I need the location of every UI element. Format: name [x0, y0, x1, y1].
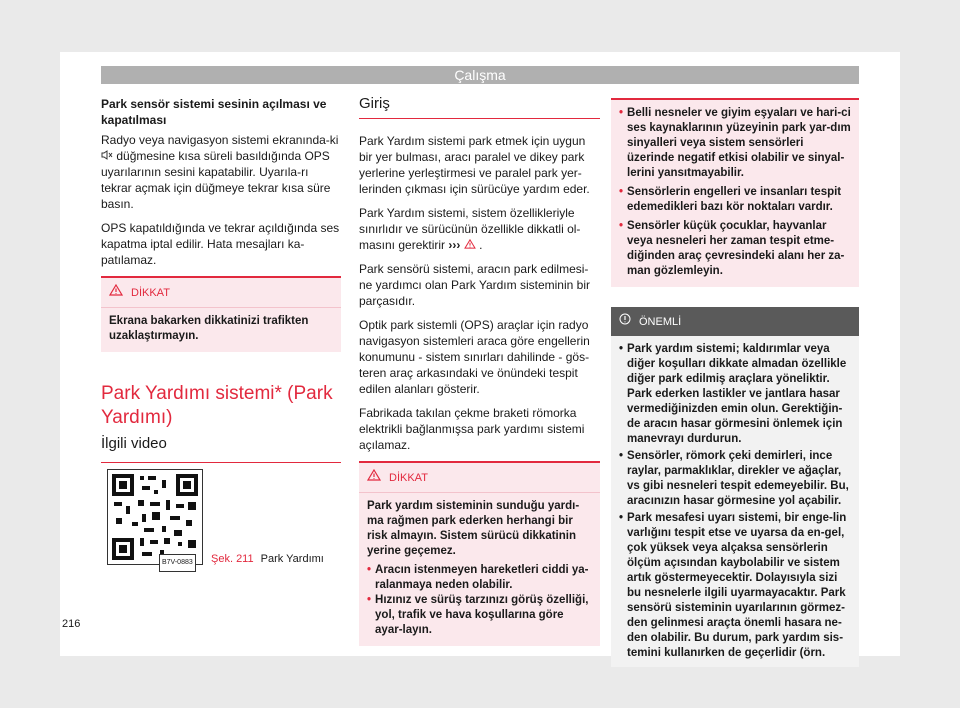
- note-header: [611, 307, 859, 336]
- list-item-text: Sensörler, römork çeki demirleri, ince raylar, parmaklıklar, direkler ve ağaçlar, vs gibi nesneleri tespit edemeyebilir. Bu, aracınızın hasar görmesine yol açabilir.: [627, 450, 849, 507]
- warning-box-continued: [611, 98, 859, 287]
- warning-triangle-icon: [109, 284, 131, 301]
- list-item: [367, 563, 592, 593]
- figure-number: Şek. 211: [211, 553, 254, 565]
- figure-caption: [211, 551, 324, 567]
- warning-triangle-icon: [464, 238, 479, 252]
- list-item-text: Park yardım sistemi; kaldırımlar veya diğer koşulları dikkate almadan özellikle diğer park edilmiş araçlara yöneliktir. Park ederken lastikler ve jantlara hasar vermediğinizden emin olun. Gerektiğin-de aracın hasar görmesini önlemek için manevrayı durdurun.: [627, 343, 847, 445]
- column-middle: [359, 96, 600, 646]
- paragraph-text: Park Yardım sistemi, sistem özellikleriyle sınırlıdır ve sürücünün özellikle dikkatli ol-masını gerektirir: [359, 206, 581, 252]
- bullet-dot: •: [619, 186, 624, 198]
- list-item: [619, 511, 851, 661]
- page-header: Çalışma: [101, 66, 859, 84]
- bullet-dot: •: [619, 512, 624, 524]
- list-item: [619, 219, 851, 279]
- figure: [101, 462, 341, 565]
- figure-code: B7V-0883: [159, 554, 196, 572]
- list-item: [619, 106, 851, 181]
- mute-icon: [101, 149, 116, 163]
- list-item: [619, 342, 851, 447]
- warning-header: [359, 463, 600, 493]
- warning-text: Ekrana bakarken dikkatinizi trafikten uzaklaştırmayın.: [109, 315, 309, 342]
- section-title: Park Yardımı sistemi* (Park Yardımı): [101, 383, 333, 428]
- paragraph: Fabrikada takılan çekme braketi römorka elektrikli bağlanmışsa park yardımı sistemi açılamaz.: [359, 406, 585, 452]
- list-item-text: Aracın istenmeyen hareketleri ciddi ya-ralanmaya neden olabilir.: [375, 564, 589, 591]
- list-item-text: Hızınız ve sürüş tarzınızı görüş özelliği, yol, trafik ve hava koşullarına göre ayar-layın.: [375, 594, 589, 636]
- list-item-text: Sensörler küçük çocuklar, hayvanlar veya nesneleri her zaman tespit etme-diğinden araç çevresindeki alanı her za-man gözlemleyin.: [627, 220, 845, 277]
- info-circle-icon: [619, 313, 639, 330]
- bullet-dot: •: [619, 220, 624, 232]
- list-item-text: Park mesafesi uyarı sistemi, bir enge-lin varlığını tespit etse ve uyarsa da en-gel, çok yüksek veya alçaksa sensörlerin ölçüm açısından kaybolabilir ve sistem artık göstermeyecektir. Dolayısıyla sizi bu nesnelerle ilgili uyarmayacaktır. Park sensörü sisteminin uyarılarının görmez-den gelinmesi araçta önemli hasara ne-den olabilir. Bu durum, park yardım sis-temini kullanırken de geçerlidir (örn.: [627, 512, 847, 659]
- paragraph-text: düğmesine kısa süreli basıldığında OPS uyarılarının sesini kapatabilir. Uyarıla-rı tekrar açmak için düğmeye tekrar kısa süre basın.: [101, 149, 331, 211]
- paragraph: OPS kapatıldığında ve tekrar açıldığında ses kapatma iptal edilir. Hata mesajları ka-patılamaz.: [101, 221, 340, 267]
- column-left: [101, 96, 341, 565]
- warning-label: DİKKAT: [131, 286, 170, 299]
- column-right: [611, 96, 859, 667]
- paragraph: [359, 205, 600, 253]
- list-item-text: Sensörlerin engelleri ve insanları tespit edemedikleri bazı kör noktaları vardır.: [627, 186, 842, 213]
- list-item-text: Belli nesneler ve giyim eşyaları ve hari-ci ses kaynaklarının yüzeyinin park yar-dım sinyalleri veya sistem sensörleri üzerinde negatif etkisi olabilir ve sinyal-lerini yansıtmayabilir.: [627, 107, 851, 179]
- reference-arrow[interactable]: ›››: [448, 238, 461, 252]
- page-number: 216: [62, 618, 81, 630]
- note-box: [611, 307, 859, 667]
- related-video-title: İlgili video: [101, 435, 167, 452]
- list-item: [619, 185, 851, 215]
- qr-code-image[interactable]: [107, 469, 203, 565]
- sub-heading: Park sensör sistemi sesinin açılması ve kapatılması: [101, 97, 327, 127]
- warning-intro: Park yardım sisteminin sunduğu yardı-ma rağmen park ederken herhangi bir risk almayın. Sistem sürücü dikkatinin yerine geçemez.: [367, 500, 580, 557]
- warning-box: [359, 461, 600, 646]
- warning-body: [611, 100, 859, 287]
- warning-box: [101, 276, 341, 352]
- intro-title: Giriş: [359, 96, 600, 119]
- bullet-dot: •: [619, 450, 624, 462]
- bullet-dot: •: [367, 564, 372, 576]
- paragraph: Park sensörü sistemi, aracın park edilmesi-ne yardımcı olan Park Yardım sisteminin bir parçasıdır.: [359, 262, 590, 308]
- paragraph-text: .: [479, 238, 483, 252]
- paragraph-text: Radyo veya navigasyon sistemi ekranında-ki: [101, 133, 339, 147]
- list-item: [619, 449, 851, 509]
- paragraph: [101, 132, 341, 212]
- note-body: [611, 336, 859, 667]
- warning-body: [359, 493, 600, 646]
- bullet-dot: •: [367, 594, 372, 606]
- figure-caption-text: Park Yardımı: [260, 553, 324, 565]
- warning-label: DİKKAT: [389, 471, 428, 484]
- warning-header: [101, 278, 341, 308]
- note-label: ÖNEMLİ: [639, 315, 682, 328]
- bullet-dot: •: [619, 343, 624, 355]
- warning-triangle-icon: [367, 469, 389, 486]
- paragraph: Optik park sistemli (OPS) araçlar için radyo navigasyon sistemleri araca göre engellerin konumunu - sistem sınırları dahilinde - gös-teren araç arkasındaki ve önündeki tespit edilen alanları gösterir.: [359, 318, 590, 396]
- paragraph: Park Yardım sistemi park etmek için uygun bir yer bulması, aracı paralel ve dikey park yerlerine yerleştirmesi ve paralel park yer-lerinden çıkması için sürücüye yardım eder.: [359, 134, 590, 196]
- bullet-dot: •: [619, 107, 624, 119]
- list-item: [367, 593, 592, 638]
